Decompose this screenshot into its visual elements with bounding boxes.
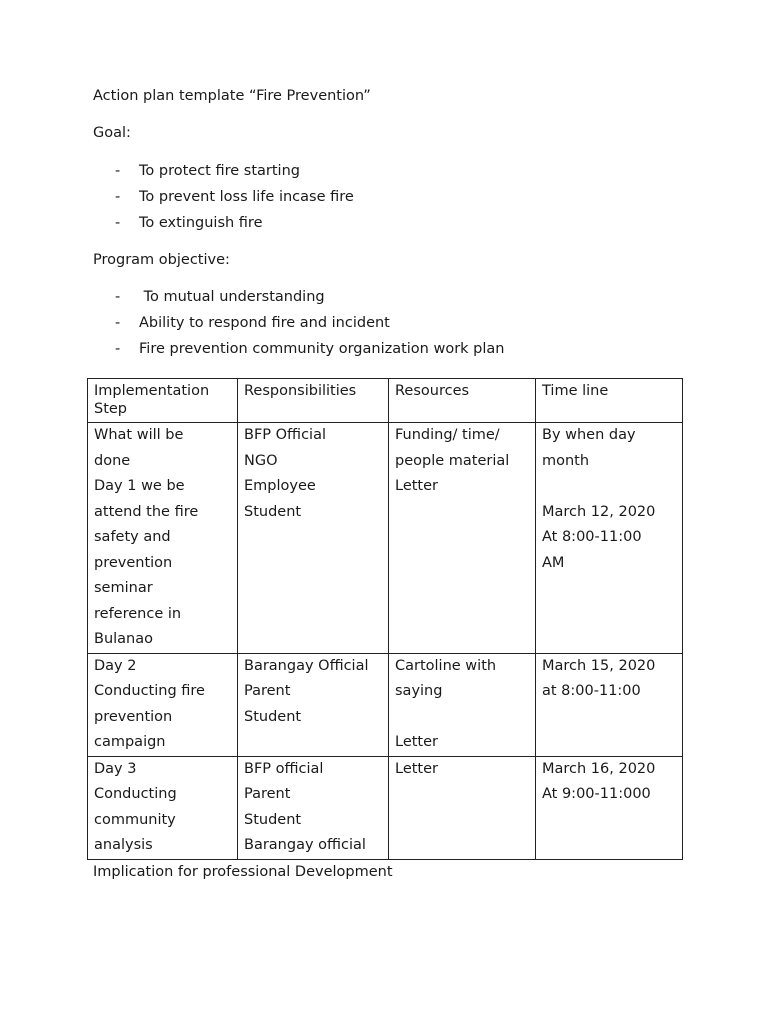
table-cell: Letter: [389, 756, 536, 859]
header-cell: Time line: [536, 379, 683, 423]
bullet-marker: -: [115, 163, 121, 179]
header-cell: Resources: [389, 379, 536, 423]
bullet-marker: -: [115, 289, 121, 305]
goal-heading: Goal:: [93, 125, 131, 141]
table-cell: Day 3 Conducting community analysis: [88, 756, 238, 859]
table-cell: BFP official Parent Student Barangay official: [238, 756, 389, 859]
table-cell: What will be done Day 1 we be attend the fire safety and prevention seminar reference in Bulanao: [88, 423, 238, 654]
document-title: Action plan template “Fire Prevention”: [93, 88, 371, 104]
footer-heading: Implication for professional Development: [93, 864, 393, 880]
table-cell: BFP Official NGO Employee Student: [238, 423, 389, 654]
table-cell: March 16, 2020 At 9:00-11:000: [536, 756, 683, 859]
table-cell: Cartoline with saying Letter: [389, 653, 536, 756]
table-row: [88, 653, 683, 756]
bullet-marker: -: [115, 215, 121, 231]
header-cell: Implementation Step: [88, 379, 238, 423]
bullet-marker: -: [115, 315, 121, 331]
table-header-row: [88, 379, 683, 423]
header-cell: Responsibilities: [238, 379, 389, 423]
document-page: Action plan template “Fire Prevention” Goal: - To protect fire starting - To prevent loss life incase fire - To extinguish fire Program objective: - To mutual understanding - Ability to respond fire and incident - Fire prevention community organization work plan Implementation Step Responsibilities Resources Time line What will be done Day 1 we be attend the fire safety and prevention seminar reference in Bulanao BFP Official NGO Employee Student Funding/ time/ people material Letter By when day month March 12, 2020 At 8:00-11:00 AM Day 2 Conducting fire prevention campaign Barangay Official Parent Student Cartoline with saying Letter March 15, 2020 at 8:00-11:00 Day 3 Conducting community analysis BFP official Parent Student Barangay official Letter March 16, 2020 At 9:00-11:000 Implication for professional Development: [0, 0, 768, 1024]
table-row: [88, 423, 683, 654]
objective-heading: Program objective:: [93, 252, 230, 268]
bullet-marker: -: [115, 341, 121, 357]
table-cell: Funding/ time/ people material Letter: [389, 423, 536, 654]
table-row: [88, 756, 683, 859]
table-cell: By when day month March 12, 2020 At 8:00-11:00 AM: [536, 423, 683, 654]
action-plan-table: [87, 378, 683, 860]
table-cell: Day 2 Conducting fire prevention campaign: [88, 653, 238, 756]
bullet-marker: -: [115, 189, 121, 205]
table-cell: March 15, 2020 at 8:00-11:00: [536, 653, 683, 756]
table-cell: Barangay Official Parent Student: [238, 653, 389, 756]
